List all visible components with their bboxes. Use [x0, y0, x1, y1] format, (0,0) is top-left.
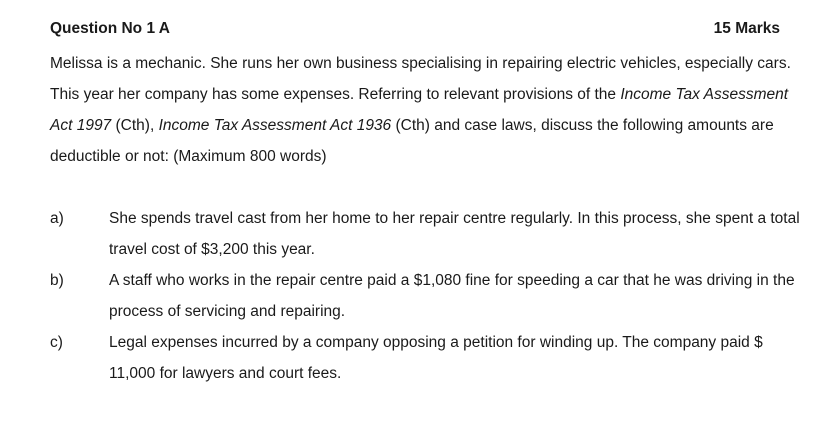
list-item [50, 203, 802, 265]
question-marks: 15 Marks [713, 20, 780, 37]
list-item [50, 327, 802, 389]
intro-text-part3: (Cth) and case laws, discuss the following amounts are deductible or not: (Maximum 800 words) [50, 117, 774, 165]
intro-text-part2: (Cth), [111, 117, 159, 134]
intro-text-part1: Melissa is a mechanic. She runs her own business specialising in repairing electric vehicles, especially cars. This year her company has some expenses. Referring to relevant provisions of the [50, 55, 791, 103]
item-text-c: Legal expenses incurred by a company opposing a petition for winding up. The company paid $ 11,000 for lawyers and court fees. [109, 334, 763, 382]
item-label-b: b) [50, 272, 64, 289]
question-items-list [50, 203, 802, 389]
item-text-a: She spends travel cast from her home to her repair centre regularly. In this process, she spent a total travel cost of $3,200 this year. [109, 210, 800, 258]
question-header [50, 18, 802, 40]
question-document [50, 18, 802, 389]
question-intro [50, 48, 802, 172]
item-text-b: A staff who works in the repair centre paid a $1,080 fine for speeding a car that he was driving in the process of servicing and repairing. [109, 272, 795, 320]
item-label-c: c) [50, 334, 63, 351]
act-1997-title: Income Tax Assessment Act 1997 [50, 86, 789, 134]
list-item [50, 265, 802, 327]
item-label-a: a) [50, 210, 64, 227]
question-title: Question No 1 A [50, 20, 170, 37]
act-1936-title: Income Tax Assessment Act 1936 [158, 117, 392, 134]
